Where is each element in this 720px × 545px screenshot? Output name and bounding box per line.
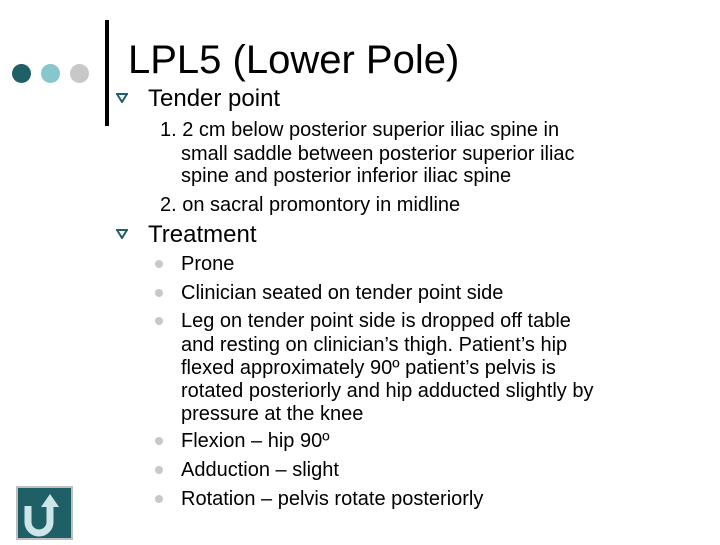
- treatment-item: Leg on tender point side is dropped off table: [181, 310, 571, 332]
- tender-line: small saddle between posterior superior iliac: [181, 143, 575, 165]
- treatment-heading: Treatment: [148, 221, 257, 248]
- tender-line: 2. on sacral promontory in midline: [160, 194, 461, 216]
- tender-point-heading: Tender point: [148, 85, 281, 112]
- treatment-item-continued: pressure at the knee: [181, 403, 364, 425]
- decor-dot-mid: [41, 64, 60, 83]
- treatment-item: Rotation – pelvis rotate posteriorly: [181, 488, 484, 510]
- bullet-icon: [155, 495, 163, 503]
- treatment-item: Clinician seated on tender point side: [181, 282, 504, 304]
- decor-dot-dark: [12, 64, 31, 83]
- treatment-item-continued: and resting on clinician’s thigh. Patient’s hip: [181, 334, 568, 356]
- bullet-icon: [155, 317, 163, 325]
- tender-line: 1. 2 cm below posterior superior iliac spine in: [160, 119, 560, 141]
- treatment-item-continued: flexed approximately 90º patient’s pelvis is: [181, 357, 556, 379]
- return-nav-button[interactable]: [16, 486, 73, 540]
- bullet-icon: [155, 289, 163, 297]
- treatment-item: Adduction – slight: [181, 459, 339, 481]
- bullet-icon: [155, 437, 163, 445]
- hollow-bullet-icon: [116, 93, 128, 103]
- hollow-bullet-icon: [116, 229, 128, 239]
- bullet-icon: [155, 260, 163, 268]
- treatment-item: Flexion – hip 90º: [181, 430, 330, 452]
- treatment-item-continued: rotated posteriorly and hip adducted slightly by: [181, 380, 594, 402]
- bullet-icon: [155, 466, 163, 474]
- decor-dot-light: [70, 64, 89, 83]
- return-arrow-icon: [16, 486, 73, 540]
- treatment-item: Prone: [181, 253, 235, 275]
- title-divider: [105, 20, 109, 126]
- slide-title: LPL5 (Lower Pole): [128, 38, 460, 82]
- tender-line: spine and posterior inferior iliac spine: [181, 165, 512, 187]
